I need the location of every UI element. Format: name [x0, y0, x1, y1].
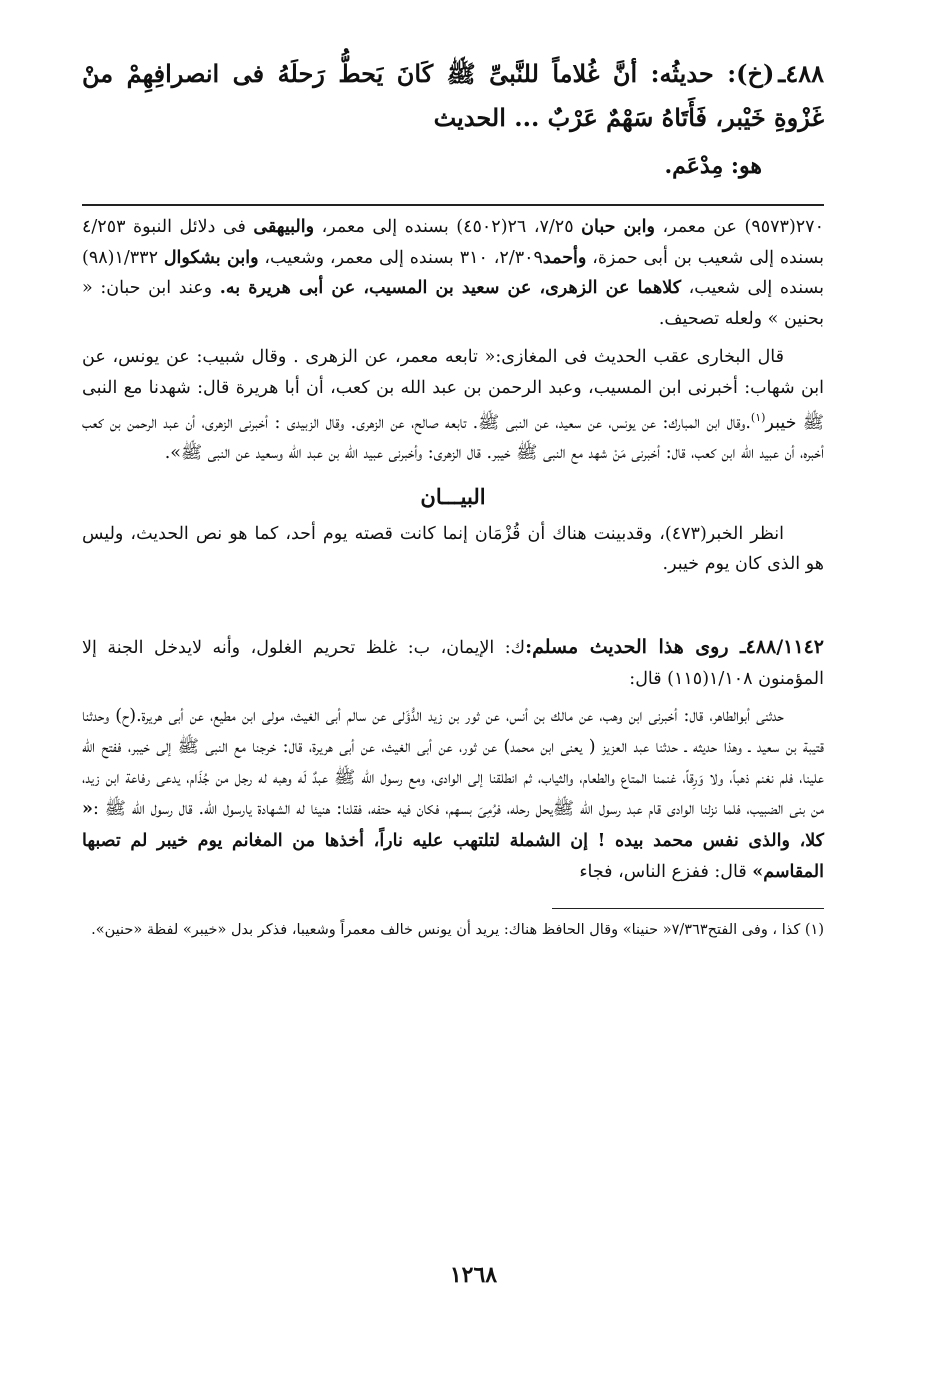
second-entry-source — [82, 632, 824, 695]
prophetic-saying: « كلا، والذى نفس محمد بيده ! إن الشملة لتلتهب عليه ناراً، أخذها من المغانم يوم خيبر لم تصبها المقاسم» — [82, 799, 824, 882]
narrator-identity: هو: مِدْعَم. — [664, 153, 762, 179]
bukhari-comment-continued: .وقال ابن المبارك: عن يونس، عن سعيد، عن النبى ﷺ. تابعه صالح، عن الزهرى. وقال الزبيدى : أخبرنى الزهرى، أن عبد الرحمن بن كعب أخبره، أن عبيد الله ابن كعب، قال: أخبرنى مَنْ شهد مع النبى ﷺ خيبر. قال الزهرى: وأخبرنى عبيد الله بن عبد الله وسعيد عن النبى ﷺ». — [82, 412, 824, 464]
bayan-paragraph: انظر الخبر(٤٧٣)، وقدبينت هناك أن قُزْمَان إنما كانت قصته يوم أحد، كما هو نص الحديث، وليس هو الذى كان يوم خيبر. — [82, 523, 824, 575]
hadith-number: ٤٨٨ـ — [778, 59, 824, 88]
bukhari-comment: قال البخارى عقب الحديث فى المغازى:« تابعه معمر، عن الزهرى . وقال شبيب: عن يونس، عن ابن شهاب: أخبرنى ابن المسيب، وعبد الرحمن بن عبد الله بن كعب، أن أبا هريرة قال: شهدنا مع النبى ﷺ خيبر — [82, 347, 824, 433]
source-ibn-bashkuwal: وابن بشكوال — [163, 247, 259, 268]
takhrij-text: ٢٧٠(٩٥٧٣) عن معمر، — [654, 217, 824, 237]
footnote-marker[interactable]: (١) — [750, 411, 766, 424]
source-ibn-hibban: وابن حبان — [581, 217, 655, 237]
footnote-divider — [552, 908, 824, 909]
second-entry-number: ٤٨٨/١١٤٢ـ روى هذا الحديث مسلم: — [525, 635, 824, 658]
hadith-narration-end: قال: ففزع الناس، فجاء — [579, 861, 753, 882]
hadith-narration: حدثنى أبوالطاهر، قال: أخبرنى ابن وهب، عن مالك بن أنس، عن ثور بن زيد الدُّؤَلى عن سالم أبى الغيث، مولى ابن مطيع، عن أبى هريرة.(ح) وحدثنا قتيبة بن سعيد ـ وهذا حديثه ـ حدثنا عبد العزيز ( يعنى ابن محمد) عن ثور، عن أبى الغيث، عن أبى هريرة، قال: خرجنا مع النبى ﷺ إلى خيبر، ففتح الله علينا، فلم نغنم ذهباً، ولا وَرِقاً، غنمنا المتاع والطعام، والثياب، ثم انطلقنا إلى الوادى، ومع رسول الله ﷺ عبدٌ لَه وهبه له رجل من جُذَام، يدعى رفاعة ابن زيد، من بنى الضبيب، فلما نزلنا الوادى قام عبد رسول الله ﷺيحل رحله، فرُمِىَ بسهم، فكان فيه حتفه، فقلنا: هنيئا له الشهادة يارسول الله. قال رسول الله ﷺ : — [82, 705, 824, 820]
source-ahmad: وأحمد — [542, 247, 587, 268]
takhrij-paragraph-2 — [82, 342, 824, 469]
hadith-heading-text: (خ): حديثُه: أنَّ غُلاماً للنَّبىِّ ﷺ كَانَ يَحطُّ رَحلَهُ فى انصرافِهِمْ منْ غَزْوةِ خَيْبر، فَأَتَاهُ سَهْمٌ عَرْبٌ ... الحديث — [82, 59, 824, 132]
page-number: ١٢٦٨ — [449, 1262, 498, 1288]
spacer — [82, 580, 824, 632]
footnote-1: (١) كذا ، وفى الفتح٧/٣٦٣« حنينا» وقال الحافظ هناك: يريد أن يونس خالف معمراً وشعيبا، فذكر بدل «خيبر» لفظة «حنين». — [91, 922, 824, 939]
source-bayhaqi: والبيهقى — [253, 217, 315, 237]
takhrij-text: ٧/٢٥، ٢٦(٤٥٠٢) بسنده إلى معمر، — [314, 217, 582, 237]
takhrij-text: ٢/٣٠٩، ٣١٠ بسنده إلى معمر، وشعيب، — [258, 247, 543, 268]
bayan-heading: البيـــان — [420, 483, 486, 509]
takhrij-paragraph-1 — [82, 212, 824, 334]
takhrij-text: فى دلائل النبوة ٤/٢٥٣ بسنده إلى شعيب بن أبى حمزة، — [82, 217, 824, 268]
page-content — [82, 52, 824, 944]
section-divider — [82, 204, 824, 206]
takhrij-text: ١/٣٣٢(٩٨) بسنده إلى شعيب، — [82, 247, 824, 298]
hadith-heading — [82, 52, 824, 140]
second-entry-source-detail: ك: الإيمان، ب: غلظ تحريم الغلول، وأنه لايدخل الجنة إلا المؤمنون ١/١٠٨(١١٥) قال: — [82, 637, 824, 689]
isnad-summary: كلاهما عن الزهرى، عن سعيد بن المسيب، عن أبى هريرة به. — [219, 278, 682, 298]
takhrij-text: وعند ابن حبان: « بحنين » ولعله تصحيف. — [82, 278, 824, 329]
second-entry-hadith-text — [82, 701, 824, 888]
